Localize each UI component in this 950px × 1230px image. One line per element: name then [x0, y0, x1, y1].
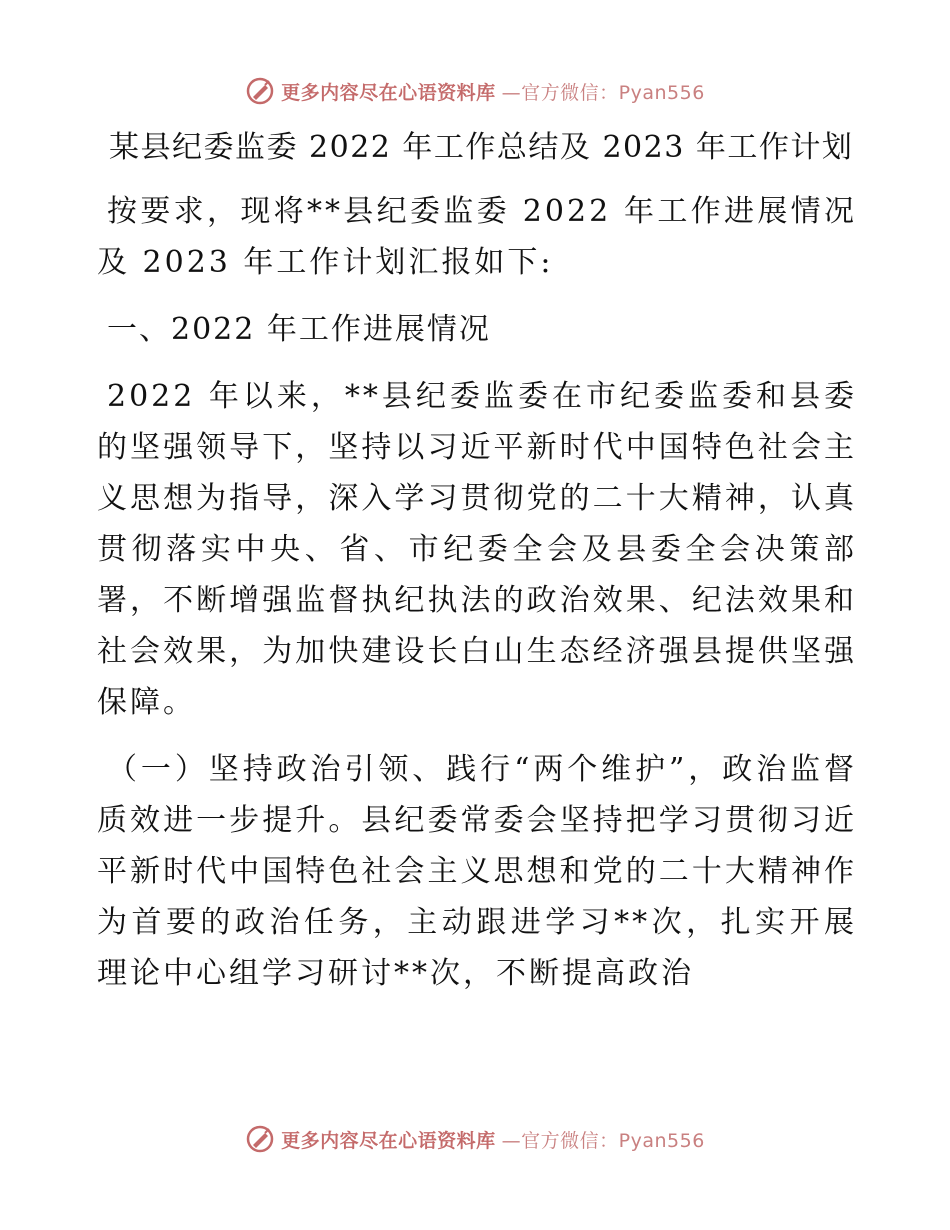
watermark-footer [0, 1124, 950, 1154]
watermark-main-text: 更多内容尽在心语资料库 [281, 81, 496, 104]
watermark-sub-text: —官方微信：Pyan556 [501, 81, 705, 104]
watermark-sub-text: —官方微信：Pyan556 [501, 1129, 705, 1152]
section-heading-1: 一、2022 年工作进展情况 [107, 312, 491, 347]
subsection-1-paragraph: （一）坚持政治引领、践行“两个维护”，政治监督质效进一步提升。县纪委常委会坚持把学习贯彻习近平新时代中国特色社会主义思想和党的二十大精神作为首要的政治任务，主动跟进学习**次，扎实开展理论中心组学习研讨**次，不断提高政治 [97, 752, 857, 991]
document-body [97, 124, 857, 1015]
section-1-paragraph: 2022 年以来，**县纪委监委在市纪委监委和县委的坚强领导下，坚持以习近平新时代中国特色社会主义思想为指导，深入学习贯彻党的二十大精神，认真贯彻落实中央、省、市纪委全会及县委全会决策部署，不断增强监督执纪执法的政治效果、纪法效果和社会效果，为加快建设长白山生态经济强县提供坚强保障。 [97, 379, 857, 720]
pen-logo-icon [245, 1124, 275, 1154]
pen-logo-icon [245, 76, 275, 106]
intro-paragraph: 按要求，现将**县纪委监委 2022 年工作进展情况及 2023 年工作计划汇报如下: [97, 194, 857, 280]
watermark-main-text: 更多内容尽在心语资料库 [281, 1129, 496, 1152]
document-title: 某县纪委监委 2022 年工作总结及 2023 年工作计划 [109, 130, 854, 165]
watermark-header [0, 76, 950, 106]
